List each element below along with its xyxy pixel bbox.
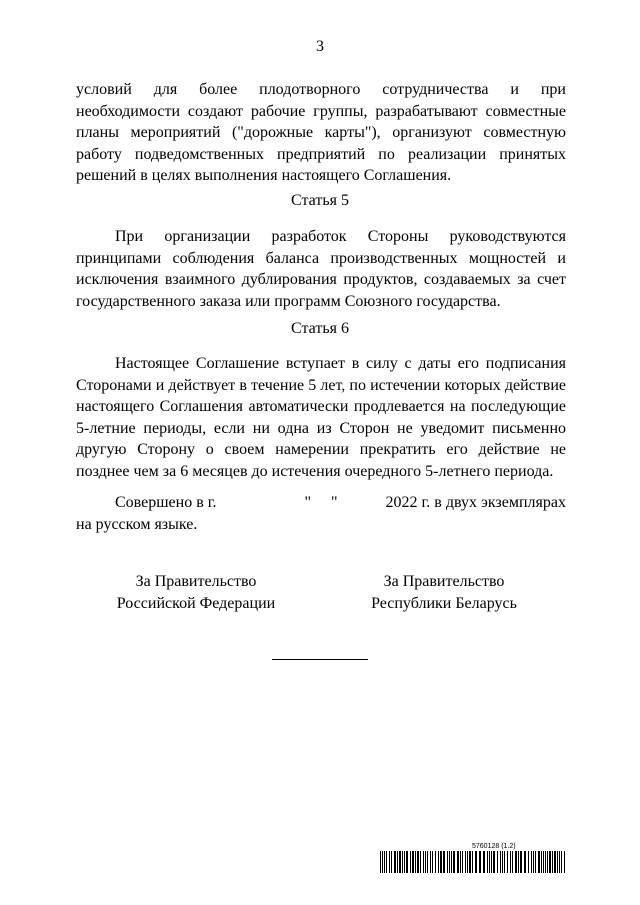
signature-russia — [76, 571, 316, 614]
continuation-text: условий для более плодотворного сотрудничества и при необходимости создают рабочие группы, разрабатывают совместные планы мероприятий ("дорожные карты"), организуют совместную работу подведомственных предприятий по реализации принятых решений в целях выполнения настоящего Соглашения. — [76, 81, 566, 184]
separator-rule — [272, 659, 368, 660]
done-at-block — [76, 492, 566, 535]
signature-russia-line1: За Правительство — [135, 573, 257, 590]
done-at-text: Совершено в г. — [115, 494, 217, 511]
done-date-quotes: " " — [304, 494, 338, 511]
article-5-text: При организации разработок Стороны руководствуются принципами соблюдения баланса производственных мощностей и исключения взаимного дублирования продуктов, создаваемых за счет государственного заказа или программ Союзного государства. — [76, 228, 566, 310]
article-5-paragraph — [76, 226, 566, 312]
signature-russia-line2: Российской Федерации — [116, 594, 276, 612]
document-code: 5760128 (1.2) — [472, 843, 516, 850]
signature-belarus — [324, 571, 564, 614]
signature-belarus-line1: За Правительство — [383, 573, 505, 590]
barcode-icon — [380, 851, 566, 873]
article-5-heading: Статья 5 — [291, 192, 349, 209]
article-6-paragraph — [76, 353, 566, 482]
done-year-text: 2022 г. в двух экземплярах — [385, 494, 566, 511]
done-language-text: на русском языке. — [76, 515, 198, 533]
signature-belarus-line2: Республики Беларусь — [371, 594, 517, 612]
article-6-text: Настоящее Соглашение вступает в силу с даты его подписания Сторонами и действует в течение 5 лет, по истечении которых действие настоящего Соглашения автоматически продлевается на последующие 5-летние периоды, если ни одна из Сторон не уведомит письменно другую Сторону о своем намерении прекратить его действие не позднее чем за 6 месяцев до истечения очередного 5-летнего периода. — [76, 355, 566, 480]
page-number: 3 — [316, 38, 324, 55]
continuation-paragraph — [76, 79, 566, 187]
article-6-heading: Статья 6 — [291, 320, 349, 337]
